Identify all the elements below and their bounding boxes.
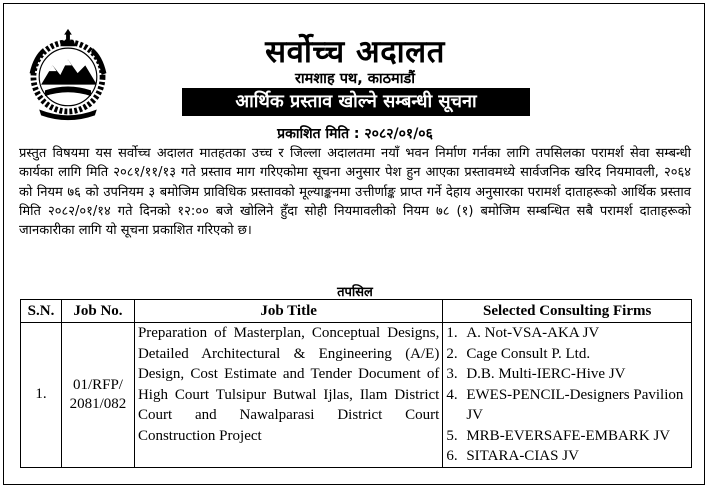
firm-name: MRB-EVERSAFE-EMBARK JV [466, 427, 671, 444]
firm-list [446, 323, 688, 467]
published-date: प्रकाशित मिति : २०८२/०१/०६ [277, 126, 433, 142]
header-sn: S.N. [21, 300, 62, 323]
list-item [446, 344, 688, 365]
firm-name: EWES-PENCIL-Designers Pavilion JV [466, 386, 684, 423]
row-job-title: Preparation of Masterplan, Conceptual Designs, Detailed Architectural & Engineering (A/E) Design, Cost Estimate and Tender Document of High Court Tulsipur Butwal Ijlas, Ilam District Court and Nawalparasi District Court Construction Project [134, 323, 442, 468]
table-header-row [21, 300, 692, 323]
firm-number: 3. [446, 366, 458, 382]
table-row [21, 323, 692, 468]
firm-name: SITARA-CIAS JV [466, 448, 579, 464]
row-sn: 1. [21, 323, 62, 468]
firm-number: 6. [446, 448, 458, 464]
row-job-no: 01/RFP/ 2081/082 [61, 323, 134, 468]
list-item [446, 364, 688, 385]
list-item [446, 426, 688, 447]
header-selected-firms: Selected Consulting Firms [443, 300, 692, 323]
list-item [446, 446, 688, 467]
notice-paragraph: प्रस्तुत विषयमा यस सर्वोच्च अदालत मातहतका उच्च र जिल्ला अदालतमा नयाँ भवन निर्माण गर्नका लागि तपसिलका परामर्श सेवा सम्बन्धी कार्यका लागि मिति २०८१/११/१३ गते प्रस्ताव माग गरिएकोमा सूचना अनुसार पेश हुन आएका प्रस्तावमध्ये सार्वजनिक खरिद नियमावली, २०६४ को नियम ७६ को उपनियम ३ बमोजिम प्राविधिक प्रस्तावको मूल्याङ्कनमा उत्तीर्णाङ्क प्राप्त गर्ने देहाय अनुसारका परामर्श दाताहरूको आर्थिक प्रस्ताव मिति २०८२/०१/१४ गते दिनको १२:०० बजे खोलिने हुँदा सोही नियमावलीको नियम ७८ (१) बमोजिम सम्बन्धित सबै परामर्श दाताहरूको जानकारीका लागि यो सूचना प्रकाशित गरिएको छ। [19, 146, 691, 239]
consulting-firms-table [20, 299, 692, 468]
notice-title-banner: आर्थिक प्रस्ताव खोल्ने सम्बन्धी सूचना [182, 88, 530, 116]
court-name: सर्वोच्च अदालत [265, 34, 445, 70]
list-item [446, 323, 688, 344]
firm-number: 5. [446, 427, 458, 444]
header-job-title: Job Title [134, 300, 442, 323]
row-selected-firms [443, 323, 692, 468]
firm-name: A. Not-VSA-AKA JV [466, 325, 600, 341]
court-address: रामशाह पथ, काठमाडौं [294, 71, 416, 87]
firm-number: 4. [446, 386, 458, 403]
header-job-no: Job No. [61, 300, 134, 323]
firm-number: 2. [446, 345, 458, 362]
firm-name: Cage Consult P. Ltd. [466, 345, 591, 362]
list-item [446, 385, 688, 426]
firm-name: D.B. Multi-IERC-Hive JV [466, 366, 626, 382]
table-caption: तपसिल [337, 285, 373, 300]
firm-number: 1. [446, 325, 458, 341]
